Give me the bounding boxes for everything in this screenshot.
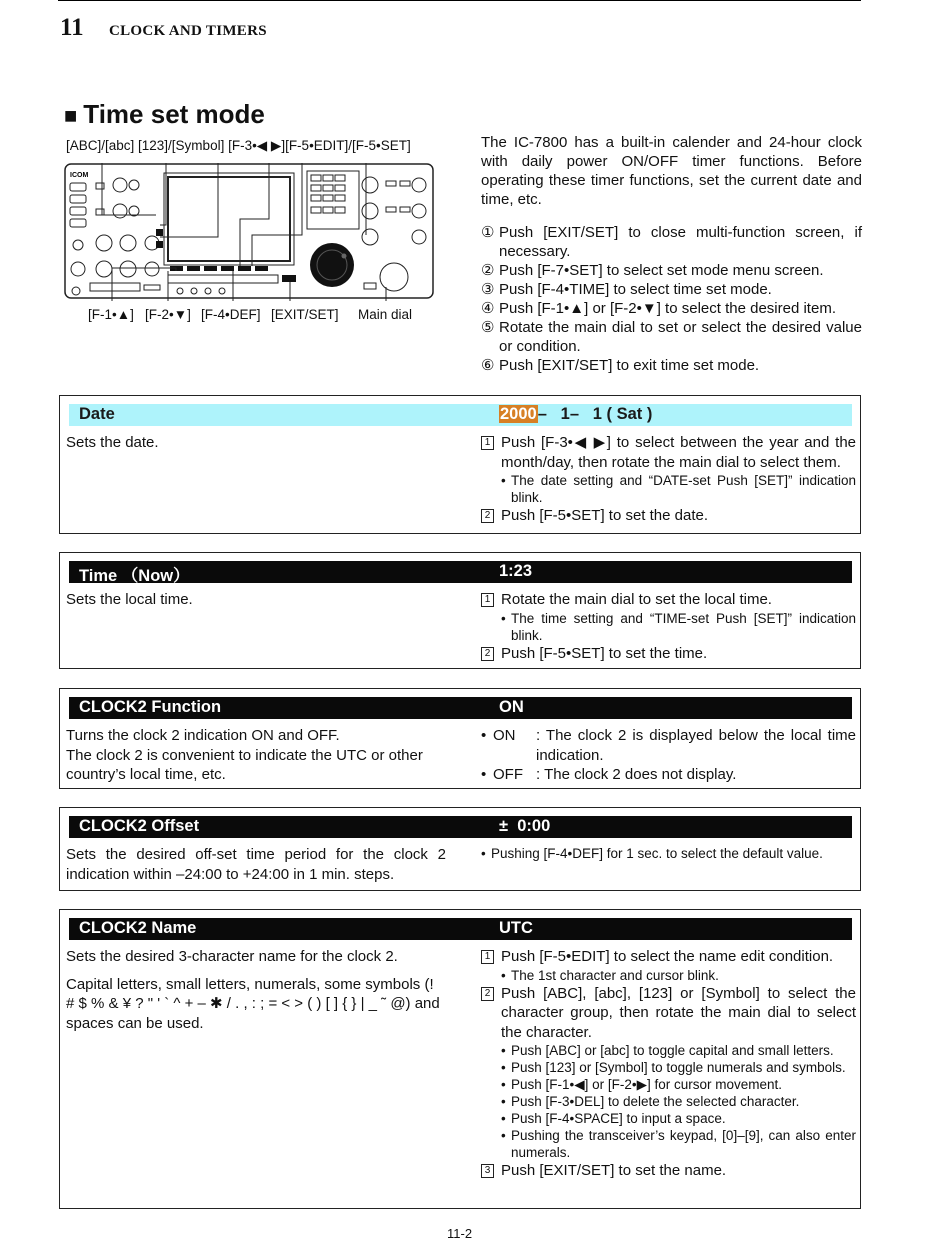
time-instructions: 1 Rotate the main dial to set the local time. • The time setting and “TIME-set Push [SET]” indication blink. 2 Push [F-5•SET] to set the time.	[481, 590, 856, 663]
clock2-offset-bar	[69, 816, 852, 838]
clock2-function-description: Turns the clock 2 indication ON and OFF. The clock 2 is convenient to indicate the UTC or other country’s local time, etc.	[66, 727, 423, 783]
clock2-function-value: ON	[499, 698, 524, 716]
clock2-name-box	[59, 909, 861, 1209]
clock2-name-instructions: 1 Push [F-5•EDIT] to select the name edit condition. • The 1st character and cursor blink. 2 Push [ABC], [abc], [123] or [Symbol] to select the character group, then rotate the main dial to select the character. • Push [ABC] or [abc] to toggle capital and small letters. • Push [123] or [Symbol] to toggle numerals and symbols. • Push [F-1•◀] or [F-2•▶] for cursor movement. • Push [F-3•DEL] to delete the selected character. • Push [F-4•SPACE] to input a space. • Pushing the transceiver’s keypad, [0]–[9], can also enter numerals. 3 Push [EXIT/SET] to set the name.	[481, 947, 856, 1181]
date-menu-bar	[69, 404, 852, 426]
radio-front-panel-illustration	[64, 163, 434, 301]
clock2-function-label: CLOCK2 Function	[79, 698, 222, 716]
clock2-offset-value: ± 0:00	[499, 817, 551, 835]
step: ④ Push [F-1•▲] or [F-2•▼] to select the desired item.	[481, 300, 836, 317]
figure-top-labels: [ABC]/[abc] [123]/[Symbol] [F-3•◀ ▶][F-5•EDIT]/[F-5•SET]	[66, 138, 411, 153]
date-instructions: 1 Push [F-3•◀ ▶] to select between the year and the month/day, then rotate the main dial to select them. • The date setting and “DATE-set Push [SET]” indication blink. 2 Push [F-5•SET] to set the date.	[481, 433, 856, 526]
step: ⑤ Rotate the main dial to set or select the desired value or condition.	[481, 319, 862, 355]
clock2-function-options: • ON : The clock 2 is displayed below the local time indication. • OFF : The clock 2 does not display.	[481, 727, 856, 783]
clock2-function-bar	[69, 697, 852, 719]
clock2-name-bar	[69, 918, 852, 940]
clock2-name-description: Sets the desired 3-character name for the clock 2. Capital letters, small letters, numerals, some symbols (! # $ % & ¥ ? " ' ` ^ + – ✱ / . , : ; = < > ( ) [ ] { } | _ ˜ @) and spaces can be used.	[66, 948, 440, 1032]
clock2-name-value: UTC	[499, 919, 533, 937]
chapter-number: 11	[60, 14, 84, 41]
time-item-box	[59, 552, 861, 669]
procedure-steps	[481, 223, 862, 375]
section-title-text: Time set mode	[83, 99, 265, 129]
step: ① Push [EXIT/SET] to close multi-function screen, if necessary.	[481, 224, 862, 260]
date-description: Sets the date.	[66, 434, 159, 451]
clock2-function-box	[59, 688, 861, 789]
header-rule	[58, 0, 861, 1]
clock2-offset-note: • Pushing [F-4•DEF] for 1 sec. to select the default value.	[481, 846, 823, 861]
label-f2-down: [F-2•▼]	[145, 307, 191, 322]
clock2-offset-label: CLOCK2 Offset	[79, 817, 200, 835]
chapter-title: CLOCK AND TIMERS	[109, 23, 267, 39]
intro-paragraph: The IC-7800 has a built-in calender and 24-hour clock with daily power ON/OFF timer functions. Before operating these timer functions, set the current date and time, etc.	[481, 134, 862, 208]
step: ⑥ Push [EXIT/SET] to exit time set mode.	[481, 357, 760, 374]
step: ③ Push [F-4•TIME] to select time set mode.	[481, 281, 772, 298]
clock2-name-label: CLOCK2 Name	[79, 919, 197, 937]
section-bullet: ■	[64, 103, 78, 128]
section-title	[64, 99, 265, 130]
time-description: Sets the local time.	[66, 591, 193, 608]
date-label: Date	[79, 405, 115, 423]
date-value: 2000– 1– 1 ( Sat )	[500, 405, 653, 423]
clock2-offset-box	[59, 807, 861, 891]
time-menu-bar	[69, 561, 852, 583]
label-f4-def: [F-4•DEF]	[201, 307, 261, 322]
time-label: Time （Now）	[79, 567, 190, 585]
icom-logo: ICOM	[70, 172, 89, 179]
step: ② Push [F-7•SET] to select set mode menu screen.	[481, 262, 824, 279]
label-main-dial: Main dial	[358, 307, 413, 322]
time-value: 1:23	[499, 562, 533, 580]
label-exit-set: [EXIT/SET]	[271, 307, 339, 322]
date-item-box	[59, 395, 861, 534]
clock2-offset-description: Sets the desired off-set time period for the clock 2 indication within –24:00 to +24:00 in 1 min. steps.	[66, 846, 446, 883]
page-number: 11-2	[447, 1226, 473, 1241]
label-f1-up: [F-1•▲]	[88, 307, 134, 322]
